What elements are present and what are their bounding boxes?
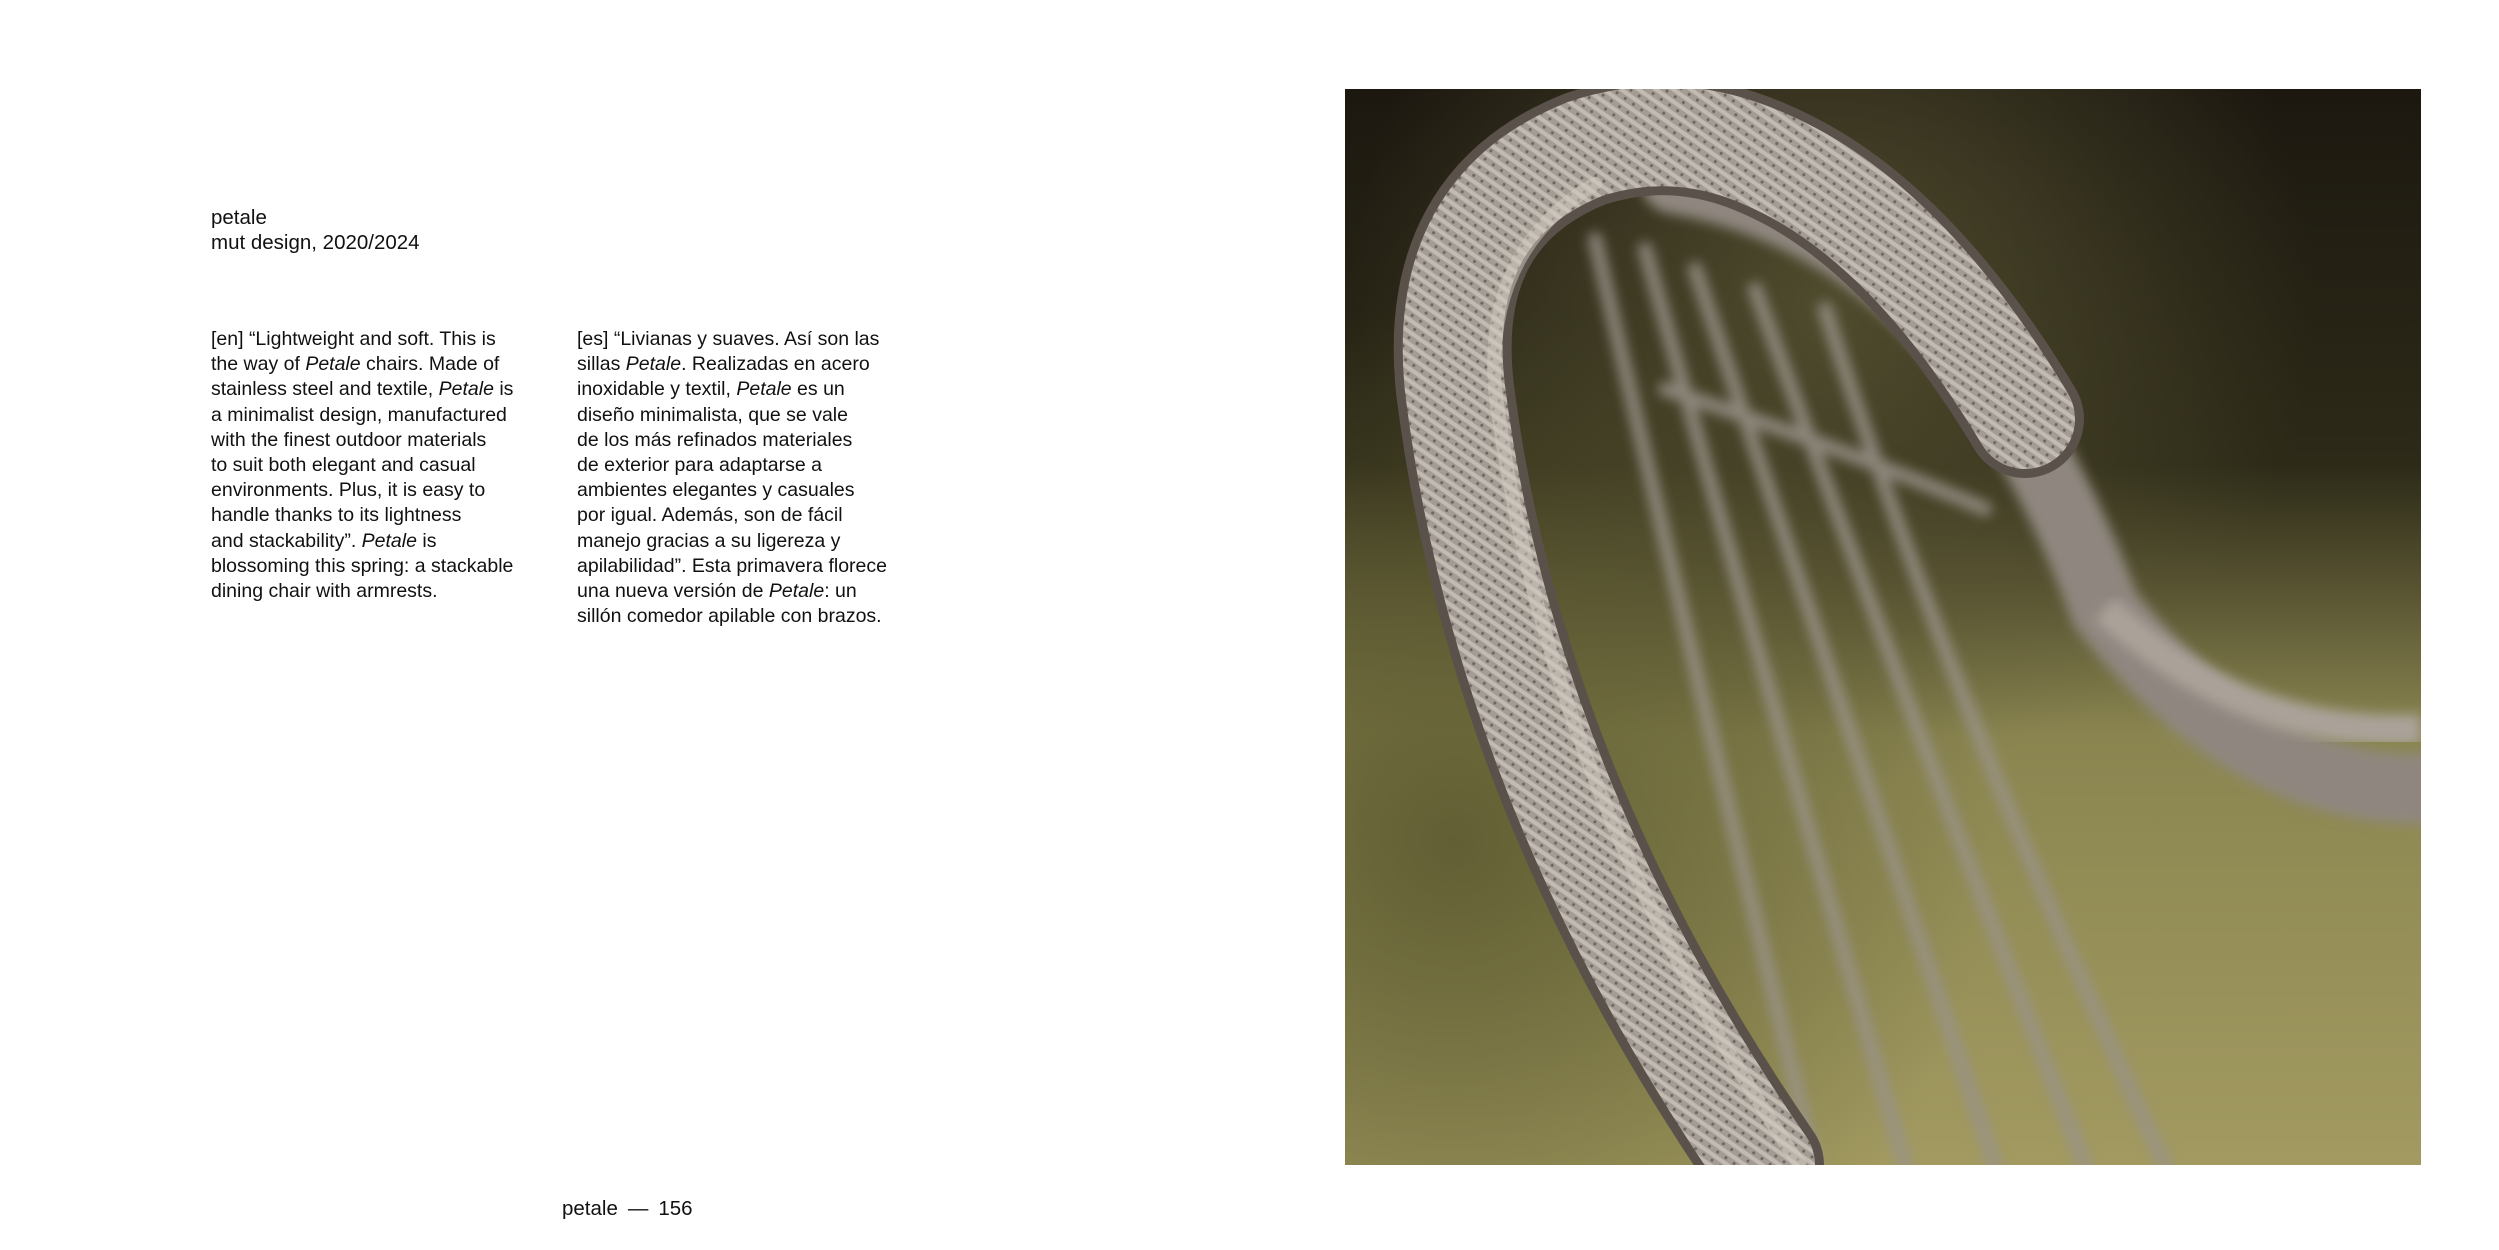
text-run: sillas xyxy=(577,353,626,376)
petale-chair-closeup-image xyxy=(1345,89,2421,1165)
designer-credit: mut design, 2020/2024 xyxy=(211,231,420,254)
page-number: 156 xyxy=(658,1197,693,1220)
paragraph-line xyxy=(577,327,947,352)
text-run: handle thanks to its lightness xyxy=(211,504,462,527)
text-run: diseño minimalista, que se vale xyxy=(577,403,848,426)
paragraph-line xyxy=(211,554,561,579)
text-run: . Realizadas en acero xyxy=(681,353,870,376)
text-run: is xyxy=(493,378,514,401)
spanish-description xyxy=(577,327,947,629)
text-run: to suit both elegant and casual xyxy=(211,454,476,477)
footer-separator: — xyxy=(627,1197,649,1220)
text-run: de exterior para adaptarse a xyxy=(577,454,822,477)
paragraph-line xyxy=(211,428,561,453)
paragraph-line xyxy=(211,478,561,503)
paragraph-line xyxy=(577,579,947,604)
text-run: es un xyxy=(791,378,845,401)
text-run: [en] “Lightweight and soft. This is xyxy=(211,328,496,350)
text-run: the way of xyxy=(211,353,306,376)
paragraph-line xyxy=(211,503,561,528)
text-run: chairs. Made of xyxy=(360,353,500,376)
chair-photo xyxy=(1345,89,2421,1165)
paragraph-line xyxy=(211,529,561,554)
paragraph-line xyxy=(577,352,947,377)
paragraph-line xyxy=(211,352,561,377)
paragraph-line xyxy=(577,503,947,528)
text-run: environments. Plus, it is easy to xyxy=(211,479,486,502)
text-run: is xyxy=(416,529,437,552)
text-run: stainless steel and textile, xyxy=(211,378,439,401)
paragraph-line xyxy=(577,428,947,453)
text-run: por igual. Además, son de fácil xyxy=(577,504,843,527)
text-run: : un xyxy=(824,580,857,603)
text-run: ambientes elegantes y casuales xyxy=(577,479,855,502)
italic-text-run: Petale xyxy=(736,378,792,401)
paragraph-line xyxy=(211,327,561,352)
text-run: and stackability”. xyxy=(211,529,362,552)
italic-text-run: Petale xyxy=(305,353,361,376)
text-run: una nueva versión de xyxy=(577,580,769,603)
text-run: a minimalist design, manufactured xyxy=(211,403,507,426)
text-run: de los más refinados materiales xyxy=(577,428,853,451)
italic-text-run: Petale xyxy=(625,353,682,376)
text-run: [es] “Livianas y suaves. Así son las xyxy=(577,328,880,350)
paragraph-line xyxy=(211,579,561,604)
paragraph-line xyxy=(577,529,947,554)
paragraph-line xyxy=(577,604,947,629)
page-footer xyxy=(562,1196,693,1221)
text-run: with the finest outdoor materials xyxy=(211,428,487,451)
paragraph-line xyxy=(577,478,947,503)
text-run: manejo gracias a su ligereza y xyxy=(577,529,841,552)
text-run: inoxidable y textil, xyxy=(577,378,737,401)
italic-text-run: Petale xyxy=(768,580,825,603)
paragraph-line xyxy=(211,453,561,478)
text-run: sillón comedor apilable con brazos. xyxy=(577,605,882,628)
product-title: petale xyxy=(211,206,267,229)
paragraph-line xyxy=(577,403,947,428)
paragraph-line xyxy=(577,377,947,402)
italic-text-run: Petale xyxy=(361,529,417,552)
paragraph-line xyxy=(211,377,561,402)
english-description xyxy=(211,327,561,604)
paragraph-line xyxy=(577,554,947,579)
footer-section-name: petale xyxy=(562,1197,618,1220)
paragraph-line xyxy=(577,453,947,478)
page-header xyxy=(211,205,420,255)
text-run: apilabilidad”. Esta primavera florece xyxy=(577,554,887,577)
paragraph-line xyxy=(211,403,561,428)
text-run: blossoming this spring: a stackable xyxy=(211,554,514,577)
italic-text-run: Petale xyxy=(438,378,494,401)
text-run: dining chair with armrests. xyxy=(211,580,438,603)
